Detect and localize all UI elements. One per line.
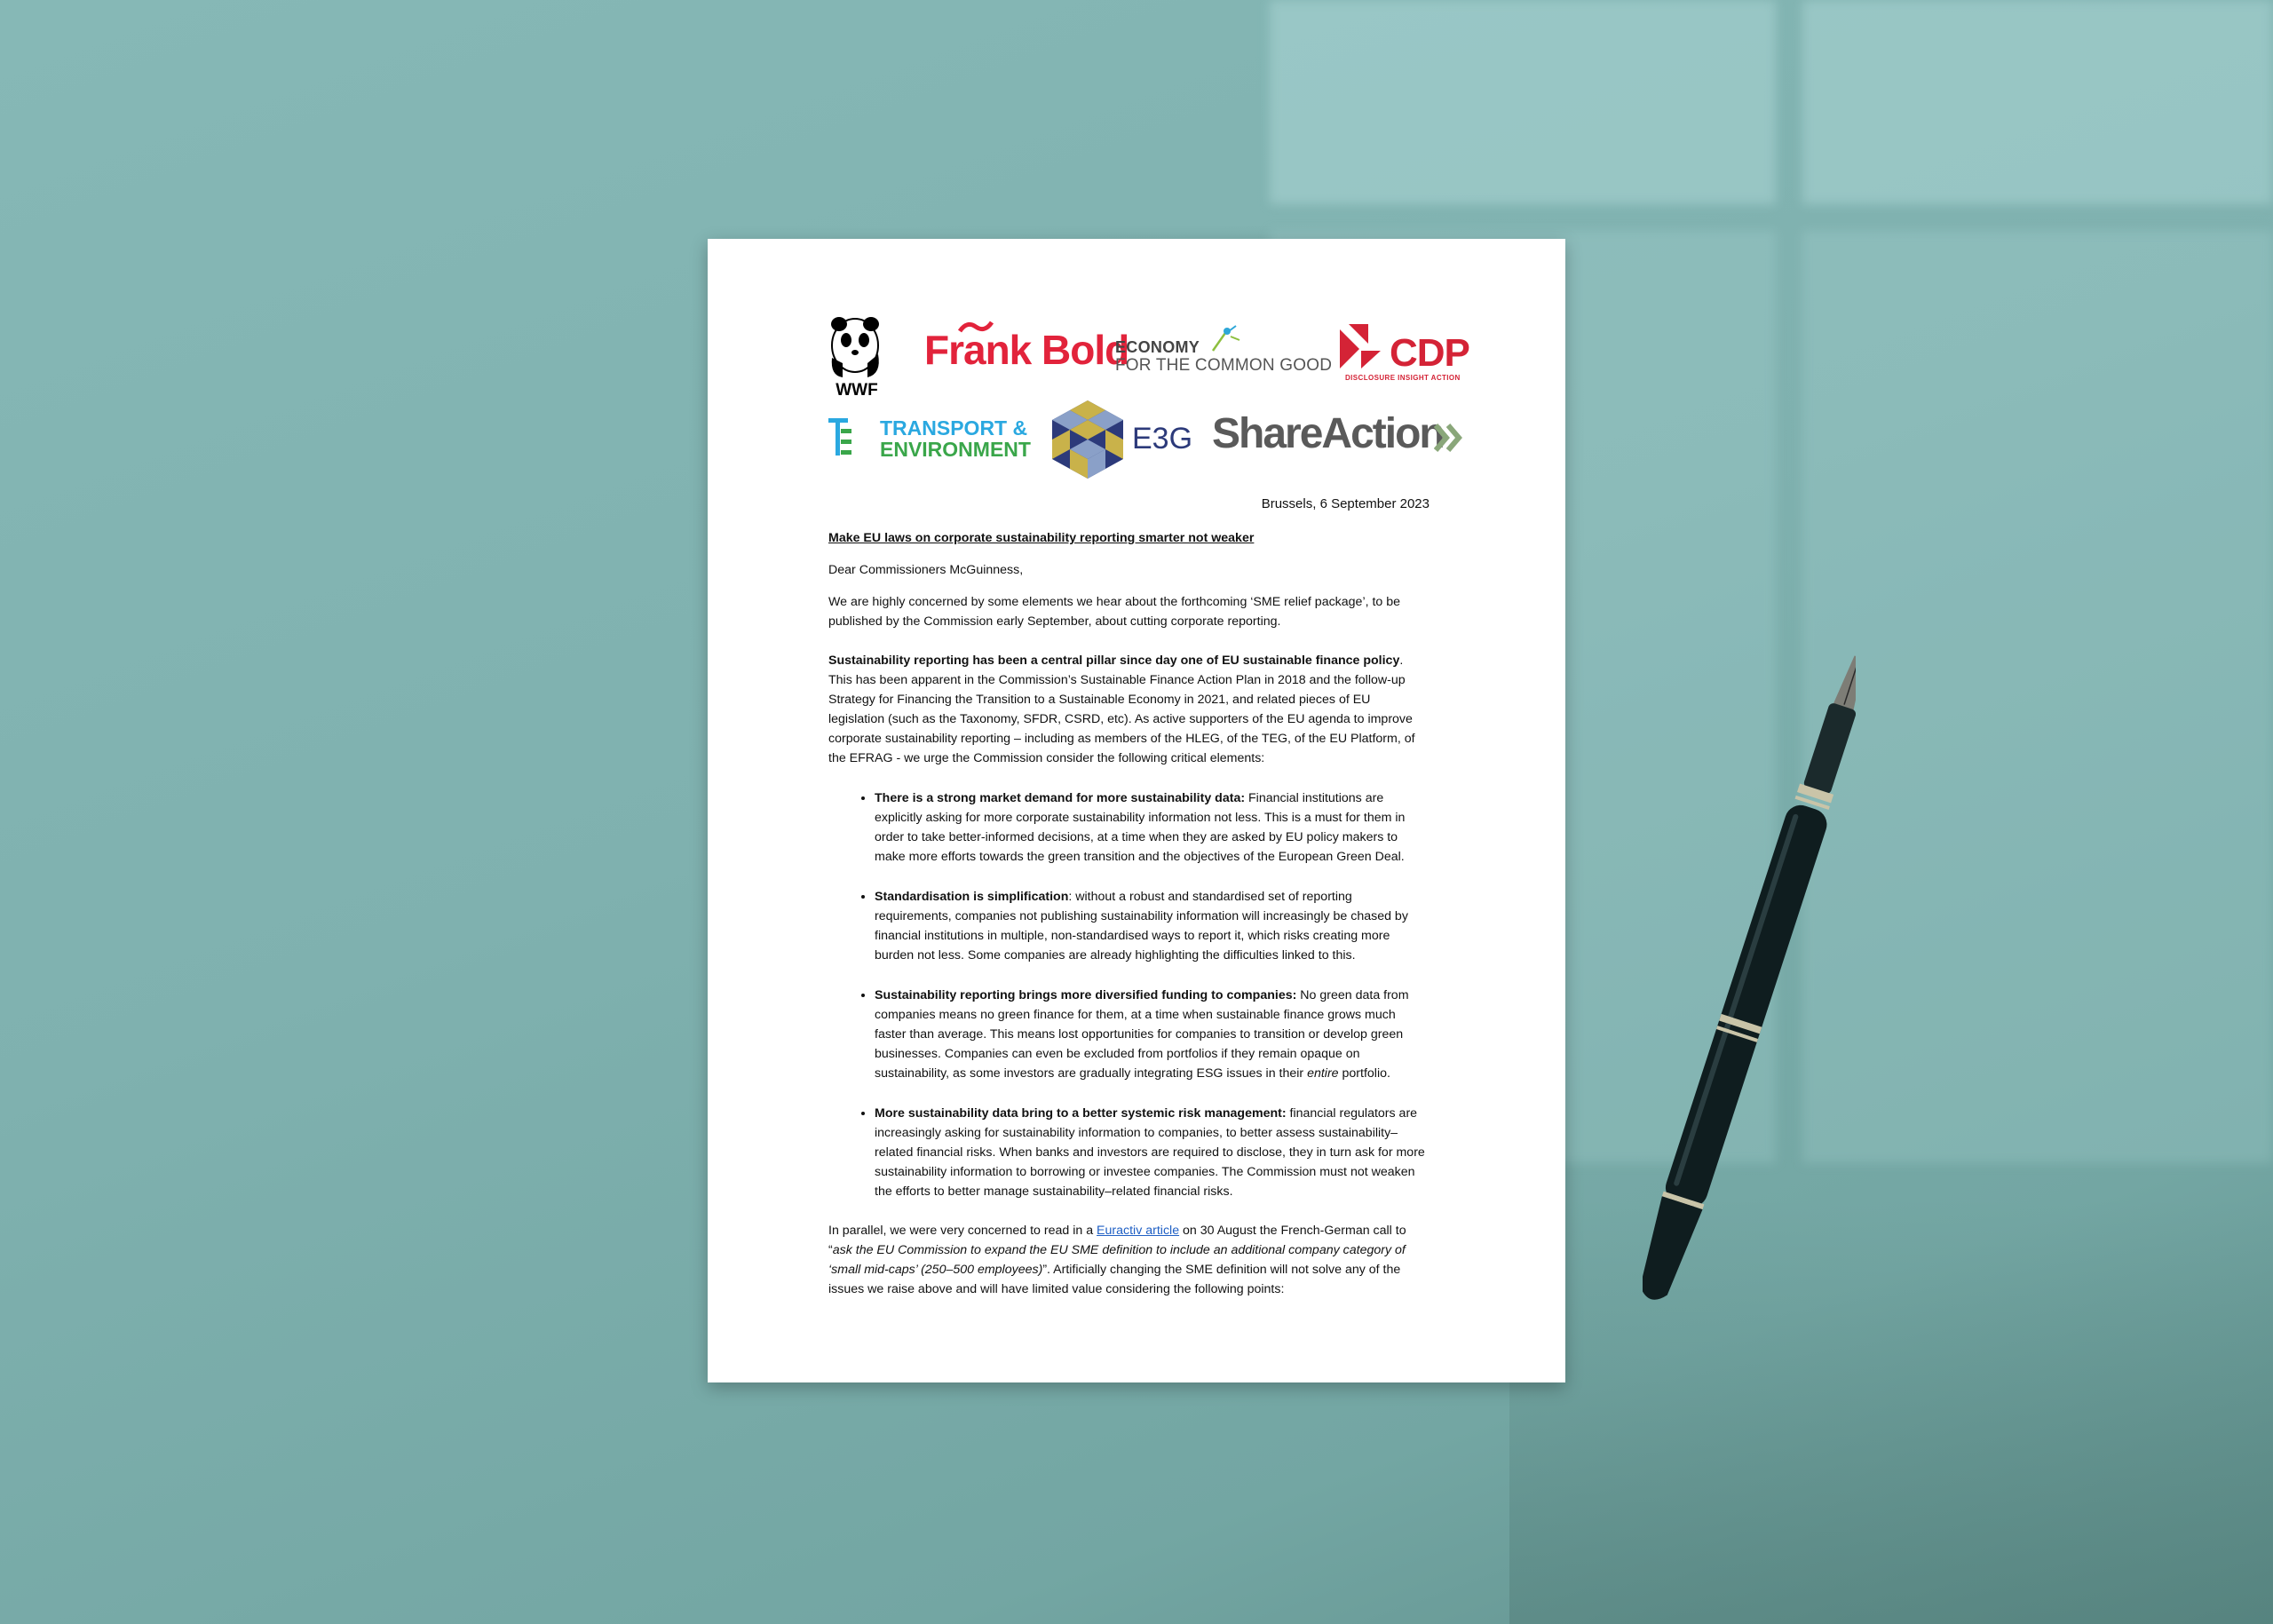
paragraph-text: In parallel, we were very concerned to read in a	[828, 1224, 1097, 1238]
letter-date: Brussels, 6 September 2023	[1261, 496, 1430, 511]
e3g-hexagon-icon	[1052, 400, 1123, 479]
ecg-leaf-icon	[1209, 322, 1245, 354]
list-item-heading: There is a strong market demand for more sustainability data:	[875, 791, 1246, 805]
te-mark-icon	[828, 418, 851, 456]
paragraph-intro: We are highly concerned by some elements we hear about the forthcoming ‘SME relief package’, to be published by the Commission early September, about cutting corporate reporting.	[828, 595, 1401, 629]
list-item-text-tail: portfolio.	[1338, 1066, 1390, 1081]
list-item-text: : without a robust and standardised set of reporting requirements, companies not publishing sustainability information will increasingly be chased by financial institutions in multiple, non-standardised ways to report it, which risks creating more burden not less. Some companies are already highlighting the difficulties linked to this.	[875, 890, 1408, 963]
window-light-pane	[1802, 231, 2273, 1163]
list-item-text: financial regulators are increasingly asking for sustainability information to companies, to better assess sustainability–related financial risks. When banks and investors are required to disclose, they in turn ask for more sustainability information to borrowing or investee companies. The Commission must not weaken the efforts to better manage sustainability–related financial risks.	[875, 1106, 1425, 1199]
list-item	[875, 985, 1429, 1083]
ecg-logo-line2: FOR THE COMMON GOOD	[1115, 356, 1333, 375]
letter-salutation: Dear Commissioners McGuinness,	[828, 563, 1024, 577]
frank-bold-ribbon-icon	[958, 319, 994, 335]
list-item-text: No green data from companies means no green finance for them, at a time when sustainable finance grows much faster than average. This means lost opportunities for companies to transition or develop green businesses. Companies can even be excluded from portfolios if they remain opaque on sustainability, as some investors are gradually integrating ESG issues in their	[875, 988, 1409, 1081]
list-item-emphasis: entire	[1307, 1066, 1339, 1081]
quoted-call: ask the EU Commission to expand the EU SME definition to include an additional company category of ‘small mid-caps’ (250–500 employees)	[828, 1243, 1406, 1277]
paragraph-sme-definition	[828, 1221, 1429, 1299]
te-logo-line1: TRANSPORT &	[880, 416, 1028, 440]
list-item-text: Financial institutions are explicitly asking for more corporate sustainability information not less. This is a must for them in order to take better-informed decisions, at a time when they are asked by EU policy makers to make more efforts towards the green transition and the objectives of the European Green Deal.	[875, 791, 1406, 864]
critical-elements-list	[828, 788, 1429, 1201]
paragraph-context-text: . This has been apparent in the Commission’s Sustainable Finance Action Plan in 2018 and the follow-up Strategy for Financing the Transition to a Sustainable Economy in 2021, and related pieces of EU legislation (such as the Taxonomy, SFDR, CSRD, etc). As active supporters of the EU agenda to improve corporate sustainability reporting – including as members of the HLEG, of the TEG, of the EU Platform, of the EFRAG - we urge the Commission consider the following critical elements:	[828, 654, 1415, 765]
list-item-heading: Sustainability reporting brings more diversified funding to companies:	[875, 988, 1297, 1002]
list-item	[875, 1103, 1429, 1201]
shareaction-logo: ShareAction	[1212, 410, 1444, 457]
list-item	[875, 788, 1429, 867]
e3g-logo: E3G	[1132, 422, 1193, 456]
window-light-pane	[1802, 0, 2273, 204]
letter-body	[828, 528, 1429, 1319]
euractiv-article-link[interactable]: Euractiv article	[1097, 1224, 1180, 1238]
cdp-tagline: DISCLOSURE INSIGHT ACTION	[1345, 374, 1461, 382]
list-item	[875, 886, 1429, 965]
shareaction-chevrons-icon	[1434, 422, 1466, 454]
paragraph-context	[828, 651, 1429, 768]
cdp-mark-icon	[1340, 324, 1388, 368]
list-item-heading: More sustainability data bring to a better systemic risk management:	[875, 1106, 1287, 1121]
shadow-area	[1509, 1199, 2273, 1624]
list-item-heading: Standardisation is simplification	[875, 890, 1069, 904]
ecg-logo-line1: ECONOMY	[1115, 338, 1200, 356]
letter-page	[708, 239, 1565, 1382]
wwf-wordmark: WWF	[836, 381, 878, 400]
fountain-pen-icon	[1643, 639, 1856, 1332]
paragraph-context-bold: Sustainability reporting has been a central pillar since day one of EU sustainable finance policy	[828, 654, 1400, 668]
te-logo-line2: ENVIRONMENT	[880, 438, 1031, 461]
paragraph-text: on 30 August the French-German call to “	[828, 1224, 1406, 1257]
paragraph-text: ”. Artificially changing the SME definition will not solve any of the issues we raise above and will have limited value considering the following points:	[828, 1263, 1401, 1296]
letter-title: Make EU laws on corporate sustainability reporting smarter not weaker	[828, 531, 1255, 545]
frank-bold-logo: Frank Bold	[924, 327, 1129, 373]
cdp-logo: CDP	[1390, 331, 1469, 375]
window-light-pane	[1270, 0, 1776, 204]
